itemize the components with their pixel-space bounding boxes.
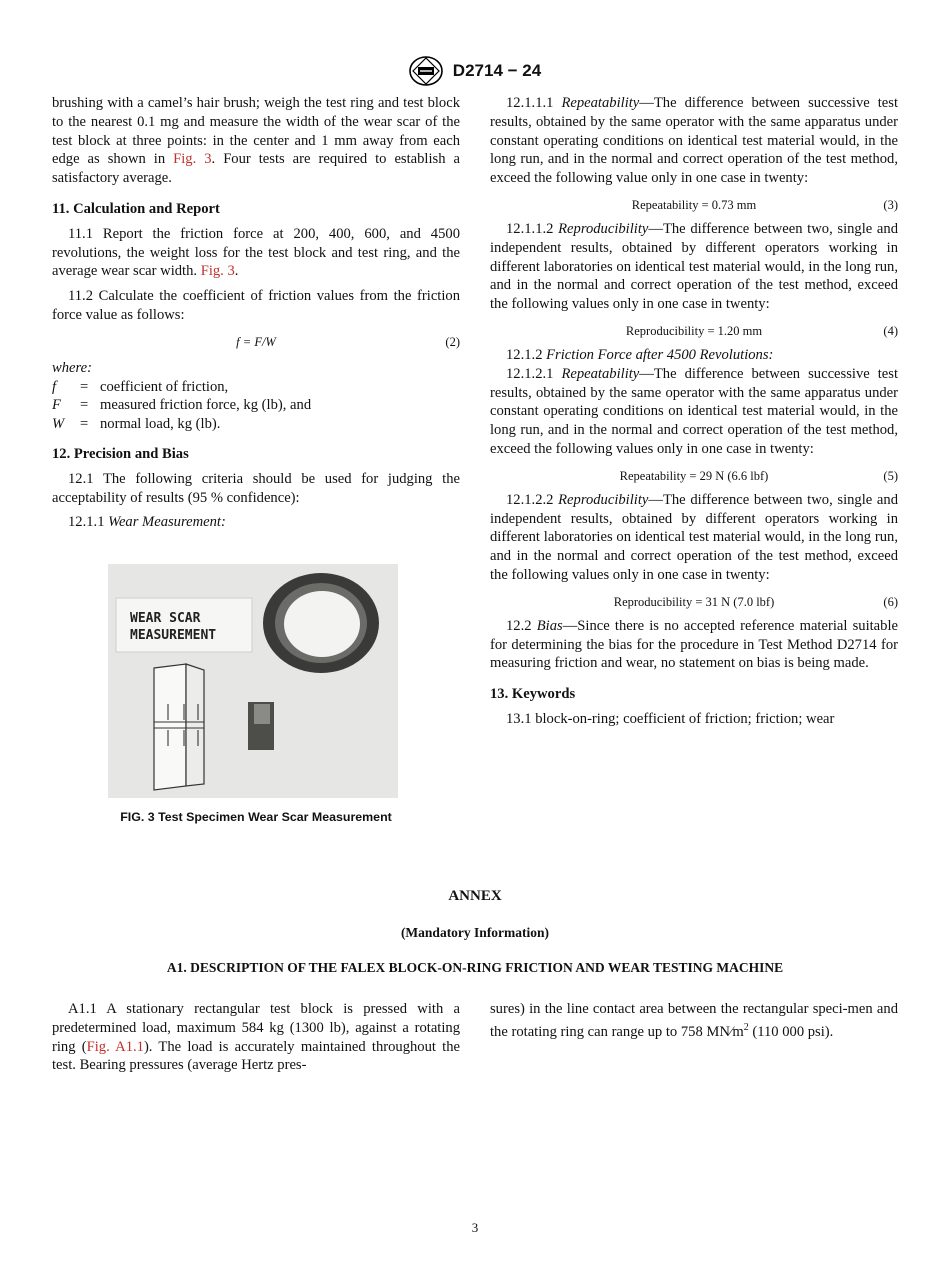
fig-a1-1-link[interactable]: Fig. A1.1 (86, 1038, 144, 1055)
figure-3-photo (108, 564, 398, 798)
equation-4: Reproducibility = 1.20 mm (4) (625, 323, 898, 338)
paragraph-12-2: 12.2 Bias—Since there is no accepted reference material suitable for determining the bias for the procedure in Test Method D2714 for measuring friction and wear, no statement on bias is being made. (490, 617, 898, 672)
right-column (490, 94, 898, 735)
annex-right-column (490, 1000, 898, 1047)
where-label: where: (52, 359, 92, 376)
document-code: D2714 − 24 (452, 61, 542, 80)
definition-f: f = coefficient of friction, (52, 378, 229, 395)
definition-list (52, 378, 460, 434)
annex-heading: A1. DESCRIPTION OF THE FALEX BLOCK-ON-RING FRICTION AND WEAR TESTING MACHINE (166, 960, 784, 975)
paragraph-12-1-1: 12.1.1 Wear Measurement: (68, 514, 226, 531)
section-13-heading: 13. Keywords (490, 686, 576, 703)
paragraph-12-1-2: 12.1.2 Friction Force after 4500 Revolutions: (506, 346, 774, 363)
intro-paragraph: brushing with a camel’s hair brush; weigh the test ring and test block to the nearest 0.1 mg and measure the width of the wear scar of the test block at three points: in the center and 1 mm away from each edge as shown in Fig. 3. Four tests are required to establish a satisfactory average. (52, 95, 460, 187)
left-column (52, 94, 460, 538)
definition-F: F = measured friction force, kg (lb), and (52, 397, 312, 414)
section-11-heading: 11. Calculation and Report (52, 200, 220, 217)
annex-left-column (52, 1000, 460, 1081)
annex-subtitle: (Mandatory Information) (400, 925, 550, 940)
figure-3-caption: FIG. 3 Test Specimen Wear Scar Measurement (120, 810, 392, 824)
paragraph-11-1: 11.1 Report the friction force at 200, 400, 600, and 4500 revolutions, the weight loss for the test block and test ring, and the average wear scar width. Fig. 3. (52, 225, 460, 280)
astm-logo-icon (409, 56, 443, 86)
equation-2: f = F/W (2) (236, 334, 460, 349)
paragraph-13-1: 13.1 block-on-ring; coefficient of friction; friction; wear (506, 710, 835, 727)
page-header (0, 56, 950, 86)
paragraph-12-1-2-1: 12.1.2.1 Repeatability—The difference between successive test results, obtained by the same operator with the same apparatus under constant operating conditions on identical test material would, in the long run, and in the normal and correct operation of the test method, exceed the following values only in one case in twenty: (490, 365, 899, 457)
paragraph-a1-1: A1.1 A stationary rectangular test block is pressed with a predetermined load, maximum 584 kg (1300 lb), against a rotating ring (Fig. A1.1). The load is accurately maintained throughout the test. Bearing pressures (average Hertz pres- (52, 1001, 460, 1074)
wear-scar-photo (108, 564, 398, 798)
figure-label-line2: MEASUREMENT (130, 628, 217, 643)
paragraph-12-1: 12.1 The following criteria should be used for judging the acceptability of results (95 % confidence): (52, 470, 460, 506)
figure-label-line1: WEAR SCAR (130, 611, 201, 626)
paragraph-a1-1-cont: sures) in the line contact area between the rectangular speci-men and the rotating ring can range up to 758 $MN⁄m^2$ (110 000 psi). (490, 1001, 898, 1040)
annex-title: ANNEX (448, 888, 502, 904)
fig3-link[interactable]: Fig. 3 (173, 151, 212, 168)
definition-W: W = normal load, kg (lb). (52, 415, 221, 432)
section-12-heading: 12. Precision and Bias (52, 446, 189, 463)
paragraph-12-1-1-1: 12.1.1.1 Repeatability—The difference between successive test results, obtained by the same operator with the same apparatus under constant operating conditions on identical test material would, in the long run, and in the normal and correct operation of the test method, exceed the following value only in one case in twenty: (490, 95, 899, 187)
page-number: 3 (471, 1220, 479, 1235)
equation-6: Reproducibility = 31 N (7.0 lbf) (6) (613, 594, 898, 609)
equation-3: Repeatability = 0.73 mm (3) (631, 197, 898, 212)
paragraph-12-1-1-2: 12.1.1.2 Reproducibility—The difference between two, single and independent results, obtained by different operators working in different laboratories on identical test material would, in the long run, and in the normal and correct operation of the test method, exceed the following values only in one case in twenty: (490, 220, 898, 313)
equation-5: Repeatability = 29 N (6.6 lbf) (5) (619, 468, 898, 483)
paragraph-11-2: 11.2 Calculate the coefficient of friction values from the friction force value as follows: (52, 288, 460, 323)
paragraph-12-1-2-2: 12.1.2.2 Reproducibility—The difference between two, single and independent results, obtained by different operators working in different laboratories on identical test material would, in the long run, and in the normal and correct operation of the test method, exceed the following values only in one case in twenty: (490, 491, 898, 583)
fig3-link-2[interactable]: Fig. 3 (200, 263, 235, 280)
